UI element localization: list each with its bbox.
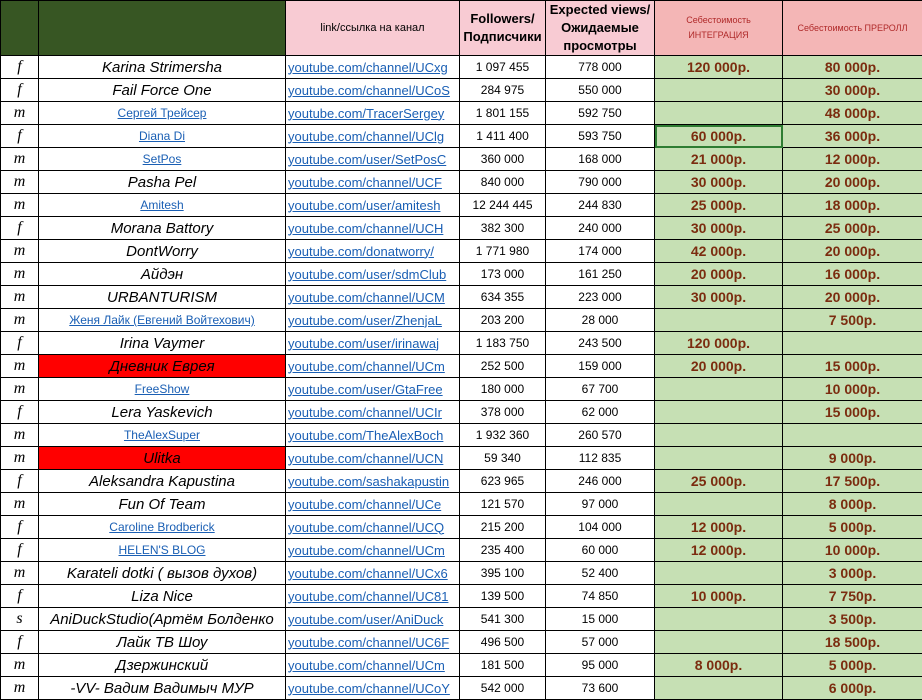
table-row	[1, 332, 922, 355]
header-gender[interactable]	[1, 1, 39, 56]
channel-name-cell[interactable]: -VV- Вадим Вадимыч МУР	[39, 677, 286, 700]
views-cell[interactable]: 260 570	[546, 424, 655, 447]
gender-cell[interactable]: m	[1, 240, 39, 263]
views-cell[interactable]: 15 000	[546, 608, 655, 631]
channel-link-cell[interactable]: youtube.com/channel/UCQ	[286, 516, 460, 539]
table-row	[1, 148, 922, 171]
table-row	[1, 631, 922, 654]
preroll-cost-cell[interactable]: 15 000р.	[783, 401, 922, 424]
views-cell[interactable]: 246 000	[546, 470, 655, 493]
preroll-cost-cell[interactable]: 7 500р.	[783, 309, 922, 332]
preroll-cost-cell[interactable]: 10 000р.	[783, 378, 922, 401]
gender-cell[interactable]: m	[1, 378, 39, 401]
table-row	[1, 516, 922, 539]
table-row	[1, 470, 922, 493]
followers-cell[interactable]: 284 975	[460, 79, 546, 102]
integration-cost-cell[interactable]: 120 000р.	[655, 56, 783, 79]
gender-cell[interactable]: f	[1, 470, 39, 493]
channel-link-cell[interactable]: youtube.com/channel/UCoY	[286, 677, 460, 700]
gender-cell[interactable]: f	[1, 56, 39, 79]
channel-name-cell[interactable]: Pasha Pel	[39, 171, 286, 194]
header-integration-cost[interactable]: Себестоимость ИНТЕГРАЦИЯ	[655, 1, 783, 56]
gender-cell[interactable]: m	[1, 171, 39, 194]
channel-link-cell[interactable]: youtube.com/channel/UCH	[286, 217, 460, 240]
followers-cell[interactable]: 541 300	[460, 608, 546, 631]
views-cell[interactable]: 161 250	[546, 263, 655, 286]
channel-link-cell[interactable]: youtube.com/channel/UCm	[286, 654, 460, 677]
followers-cell[interactable]: 840 000	[460, 171, 546, 194]
gender-cell[interactable]: m	[1, 102, 39, 125]
header-views[interactable]: Expected views/Ожидаемые просмотры	[546, 1, 655, 56]
channel-link-cell[interactable]: youtube.com/channel/UC81	[286, 585, 460, 608]
integration-cost-cell[interactable]	[655, 447, 783, 470]
integration-cost-cell[interactable]: 12 000р.	[655, 539, 783, 562]
channel-name-cell[interactable]: Karina Strimersha	[39, 56, 286, 79]
table-row	[1, 194, 922, 217]
header-link[interactable]: link/ссылка на канал	[286, 1, 460, 56]
integration-cost-cell[interactable]	[655, 401, 783, 424]
table-row	[1, 263, 922, 286]
gender-cell[interactable]: s	[1, 608, 39, 631]
integration-cost-cell[interactable]	[655, 631, 783, 654]
channel-name-cell[interactable]: URBANTURISM	[39, 286, 286, 309]
followers-cell[interactable]: 59 340	[460, 447, 546, 470]
preroll-cost-cell[interactable]: 9 000р.	[783, 447, 922, 470]
integration-cost-cell[interactable]: 30 000р.	[655, 217, 783, 240]
views-cell[interactable]: 159 000	[546, 355, 655, 378]
views-cell[interactable]: 74 850	[546, 585, 655, 608]
views-cell[interactable]: 778 000	[546, 56, 655, 79]
channel-name-cell[interactable]: Ulitka	[39, 447, 286, 470]
channel-name-cell[interactable]: Lera Yaskevich	[39, 401, 286, 424]
channel-link-cell[interactable]: youtube.com/user/AniDuck	[286, 608, 460, 631]
views-cell[interactable]: 223 000	[546, 286, 655, 309]
views-cell[interactable]: 244 830	[546, 194, 655, 217]
followers-cell[interactable]: 496 500	[460, 631, 546, 654]
channel-link-cell[interactable]: youtube.com/channel/UCe	[286, 493, 460, 516]
followers-cell[interactable]: 173 000	[460, 263, 546, 286]
channel-link-cell[interactable]: youtube.com/channel/UCF	[286, 171, 460, 194]
gender-cell[interactable]: f	[1, 401, 39, 424]
gender-cell[interactable]: m	[1, 447, 39, 470]
channel-link-cell[interactable]: youtube.com/user/GtaFree	[286, 378, 460, 401]
preroll-cost-cell[interactable]: 20 000р.	[783, 240, 922, 263]
channel-name-cell[interactable]: FreeShow	[39, 378, 286, 401]
integration-cost-cell[interactable]: 120 000р.	[655, 332, 783, 355]
gender-cell[interactable]: f	[1, 125, 39, 148]
channel-name-cell[interactable]: SetPos	[39, 148, 286, 171]
table-row	[1, 608, 922, 631]
preroll-cost-cell[interactable]: 20 000р.	[783, 286, 922, 309]
channel-name-cell[interactable]: Сергей Трейсер	[39, 102, 286, 125]
integration-cost-cell[interactable]: 25 000р.	[655, 470, 783, 493]
preroll-cost-cell[interactable]: 5 000р.	[783, 516, 922, 539]
channel-link-cell[interactable]: youtube.com/user/ZhenjaL	[286, 309, 460, 332]
gender-cell[interactable]: m	[1, 654, 39, 677]
views-cell[interactable]: 62 000	[546, 401, 655, 424]
gender-cell[interactable]: m	[1, 263, 39, 286]
integration-cost-cell[interactable]: 25 000р.	[655, 194, 783, 217]
channel-link-cell[interactable]: youtube.com/user/SetPosC	[286, 148, 460, 171]
integration-cost-cell[interactable]: 10 000р.	[655, 585, 783, 608]
table-row	[1, 240, 922, 263]
views-cell[interactable]: 112 835	[546, 447, 655, 470]
table-row	[1, 309, 922, 332]
gender-cell[interactable]: m	[1, 148, 39, 171]
table-row	[1, 102, 922, 125]
integration-cost-cell[interactable]	[655, 309, 783, 332]
channel-link-cell[interactable]: youtube.com/channel/UCm	[286, 355, 460, 378]
followers-cell[interactable]: 181 500	[460, 654, 546, 677]
channel-link-cell[interactable]: youtube.com/channel/UCm	[286, 539, 460, 562]
gender-cell[interactable]: m	[1, 309, 39, 332]
preroll-cost-cell[interactable]: 36 000р.	[783, 125, 922, 148]
preroll-cost-cell[interactable]: 10 000р.	[783, 539, 922, 562]
channel-link-cell[interactable]: youtube.com/channel/UC6F	[286, 631, 460, 654]
preroll-cost-cell[interactable]: 80 000р.	[783, 56, 922, 79]
gender-cell[interactable]: m	[1, 677, 39, 700]
views-cell[interactable]: 592 750	[546, 102, 655, 125]
views-cell[interactable]: 28 000	[546, 309, 655, 332]
table-row	[1, 562, 922, 585]
views-cell[interactable]: 67 700	[546, 378, 655, 401]
preroll-cost-cell[interactable]: 5 000р.	[783, 654, 922, 677]
followers-cell[interactable]: 252 500	[460, 355, 546, 378]
views-cell[interactable]: 95 000	[546, 654, 655, 677]
preroll-cost-cell[interactable]	[783, 332, 922, 355]
followers-cell[interactable]: 382 300	[460, 217, 546, 240]
views-cell[interactable]: 790 000	[546, 171, 655, 194]
followers-cell[interactable]: 360 000	[460, 148, 546, 171]
channel-name-cell[interactable]: AniDuckStudio(Артём Болденко	[39, 608, 286, 631]
preroll-cost-cell[interactable]	[783, 424, 922, 447]
followers-cell[interactable]: 542 000	[460, 677, 546, 700]
views-cell[interactable]: 57 000	[546, 631, 655, 654]
followers-cell[interactable]: 378 000	[460, 401, 546, 424]
integration-cost-cell[interactable]	[655, 79, 783, 102]
followers-cell[interactable]: 1 097 455	[460, 56, 546, 79]
table-row	[1, 355, 922, 378]
views-cell[interactable]: 550 000	[546, 79, 655, 102]
views-cell[interactable]: 104 000	[546, 516, 655, 539]
integration-cost-cell[interactable]: 12 000р.	[655, 516, 783, 539]
views-cell[interactable]: 593 750	[546, 125, 655, 148]
gender-cell[interactable]: f	[1, 79, 39, 102]
integration-cost-cell[interactable]	[655, 424, 783, 447]
followers-cell[interactable]: 121 570	[460, 493, 546, 516]
preroll-cost-cell[interactable]: 25 000р.	[783, 217, 922, 240]
integration-cost-cell[interactable]: 30 000р.	[655, 171, 783, 194]
gender-cell[interactable]: m	[1, 286, 39, 309]
channel-name-cell[interactable]: Morana Battory	[39, 217, 286, 240]
channel-name-cell[interactable]: Liza Nice	[39, 585, 286, 608]
views-cell[interactable]: 73 600	[546, 677, 655, 700]
channel-name-cell[interactable]: Дневник Еврея	[39, 355, 286, 378]
channel-name-cell[interactable]: Дзержинский	[39, 654, 286, 677]
integration-cost-cell[interactable]	[655, 677, 783, 700]
preroll-cost-cell[interactable]: 12 000р.	[783, 148, 922, 171]
gender-cell[interactable]: m	[1, 355, 39, 378]
followers-cell[interactable]: 1 801 155	[460, 102, 546, 125]
table-row	[1, 79, 922, 102]
views-cell[interactable]: 243 500	[546, 332, 655, 355]
gender-cell[interactable]: f	[1, 631, 39, 654]
followers-cell[interactable]: 12 244 445	[460, 194, 546, 217]
gender-cell[interactable]: f	[1, 539, 39, 562]
gender-cell[interactable]: m	[1, 493, 39, 516]
gender-cell[interactable]: f	[1, 217, 39, 240]
channel-link-cell[interactable]: youtube.com/channel/UCIr	[286, 401, 460, 424]
header-name[interactable]	[39, 1, 286, 56]
channel-link-cell[interactable]: youtube.com/channel/UClg	[286, 125, 460, 148]
integration-cost-cell[interactable]	[655, 562, 783, 585]
preroll-cost-cell[interactable]: 18 000р.	[783, 194, 922, 217]
integration-cost-cell[interactable]: 30 000р.	[655, 286, 783, 309]
preroll-cost-cell[interactable]: 15 000р.	[783, 355, 922, 378]
preroll-cost-cell[interactable]: 8 000р.	[783, 493, 922, 516]
channel-name-cell[interactable]: Айдэн	[39, 263, 286, 286]
preroll-cost-cell[interactable]: 3 000р.	[783, 562, 922, 585]
integration-cost-cell[interactable]: 21 000р.	[655, 148, 783, 171]
channel-link-cell[interactable]: youtube.com/TheAlexBoch	[286, 424, 460, 447]
channel-link-cell[interactable]: youtube.com/sashakapustin	[286, 470, 460, 493]
table-row	[1, 585, 922, 608]
channel-name-cell[interactable]: Женя Лайк (Евгений Войтехович)	[39, 309, 286, 332]
table-row	[1, 286, 922, 309]
channel-name-cell[interactable]: HELEN'S BLOG	[39, 539, 286, 562]
gender-cell[interactable]: f	[1, 516, 39, 539]
channel-name-cell[interactable]: Aleksandra Kapustina	[39, 470, 286, 493]
table-row	[1, 217, 922, 240]
followers-cell[interactable]: 180 000	[460, 378, 546, 401]
followers-cell[interactable]: 1 932 360	[460, 424, 546, 447]
integration-cost-cell[interactable]: 8 000р.	[655, 654, 783, 677]
gender-cell[interactable]: f	[1, 585, 39, 608]
preroll-cost-cell[interactable]: 18 500р.	[783, 631, 922, 654]
table-row	[1, 56, 922, 79]
followers-cell[interactable]: 395 100	[460, 562, 546, 585]
followers-cell[interactable]: 203 200	[460, 309, 546, 332]
followers-cell[interactable]: 1 771 980	[460, 240, 546, 263]
preroll-cost-cell[interactable]: 20 000р.	[783, 171, 922, 194]
preroll-cost-cell[interactable]: 7 750р.	[783, 585, 922, 608]
channel-link-cell[interactable]: youtube.com/channel/UCoS	[286, 79, 460, 102]
channel-link-cell[interactable]: youtube.com/channel/UCN	[286, 447, 460, 470]
views-cell[interactable]: 174 000	[546, 240, 655, 263]
integration-cost-cell[interactable]	[655, 493, 783, 516]
channel-name-cell[interactable]: Fun Of Team	[39, 493, 286, 516]
channel-name-cell[interactable]: Diana Di	[39, 125, 286, 148]
followers-cell[interactable]: 623 965	[460, 470, 546, 493]
channel-link-cell[interactable]: youtube.com/TracerSergey	[286, 102, 460, 125]
gender-cell[interactable]: m	[1, 562, 39, 585]
gender-cell[interactable]: m	[1, 424, 39, 447]
table-row	[1, 493, 922, 516]
views-cell[interactable]: 240 000	[546, 217, 655, 240]
table-row	[1, 171, 922, 194]
table-row	[1, 378, 922, 401]
channel-link-cell[interactable]: youtube.com/donatworry/	[286, 240, 460, 263]
channel-name-cell[interactable]: DontWorry	[39, 240, 286, 263]
table-row	[1, 424, 922, 447]
gender-cell[interactable]: f	[1, 332, 39, 355]
channel-name-cell[interactable]: Fail Force One	[39, 79, 286, 102]
header-row	[1, 1, 922, 56]
integration-cost-cell[interactable]	[655, 102, 783, 125]
channel-link-cell[interactable]: youtube.com/channel/UCM	[286, 286, 460, 309]
channel-name-cell[interactable]: Лайк ТВ Шоу	[39, 631, 286, 654]
followers-cell[interactable]: 1 183 750	[460, 332, 546, 355]
preroll-cost-cell[interactable]: 17 500р.	[783, 470, 922, 493]
views-cell[interactable]: 97 000	[546, 493, 655, 516]
preroll-cost-cell[interactable]: 16 000р.	[783, 263, 922, 286]
preroll-cost-cell[interactable]: 6 000р.	[783, 677, 922, 700]
views-cell[interactable]: 168 000	[546, 148, 655, 171]
followers-cell[interactable]: 139 500	[460, 585, 546, 608]
preroll-cost-cell[interactable]: 48 000р.	[783, 102, 922, 125]
channel-link-cell[interactable]: youtube.com/channel/UCxg	[286, 56, 460, 79]
gender-cell[interactable]: m	[1, 194, 39, 217]
channel-link-cell[interactable]: youtube.com/user/amitesh	[286, 194, 460, 217]
integration-cost-cell[interactable]: 20 000р.	[655, 263, 783, 286]
table-row	[1, 539, 922, 562]
table-row	[1, 677, 922, 700]
followers-cell[interactable]: 634 355	[460, 286, 546, 309]
channel-link-cell[interactable]: youtube.com/user/sdmClub	[286, 263, 460, 286]
channel-link-cell[interactable]: youtube.com/user/irinawaj	[286, 332, 460, 355]
followers-cell[interactable]: 1 411 400	[460, 125, 546, 148]
views-cell[interactable]: 52 400	[546, 562, 655, 585]
integration-cost-cell[interactable]: 42 000р.	[655, 240, 783, 263]
header-followers[interactable]: Followers/Подписчики	[460, 1, 546, 56]
channel-name-cell[interactable]: Karateli dotki ( вызов духов)	[39, 562, 286, 585]
channel-name-cell[interactable]: TheAlexSuper	[39, 424, 286, 447]
integration-cost-cell[interactable]	[655, 378, 783, 401]
table-row	[1, 401, 922, 424]
table-row	[1, 654, 922, 677]
header-preroll-cost[interactable]: Себестоимость ПРЕРОЛЛ	[783, 1, 922, 56]
preroll-cost-cell[interactable]: 3 500р.	[783, 608, 922, 631]
views-cell[interactable]: 60 000	[546, 539, 655, 562]
table-row	[1, 447, 922, 470]
channel-name-cell[interactable]: Amitesh	[39, 194, 286, 217]
integration-cost-cell[interactable]: 60 000р.	[655, 125, 783, 148]
integration-cost-cell[interactable]	[655, 608, 783, 631]
followers-cell[interactable]: 235 400	[460, 539, 546, 562]
integration-cost-cell[interactable]: 20 000р.	[655, 355, 783, 378]
followers-cell[interactable]: 215 200	[460, 516, 546, 539]
channel-link-cell[interactable]: youtube.com/channel/UCx6	[286, 562, 460, 585]
table-row	[1, 125, 922, 148]
preroll-cost-cell[interactable]: 30 000р.	[783, 79, 922, 102]
channel-name-cell[interactable]: Caroline Brodberick	[39, 516, 286, 539]
channel-name-cell[interactable]: Irina Vaymer	[39, 332, 286, 355]
